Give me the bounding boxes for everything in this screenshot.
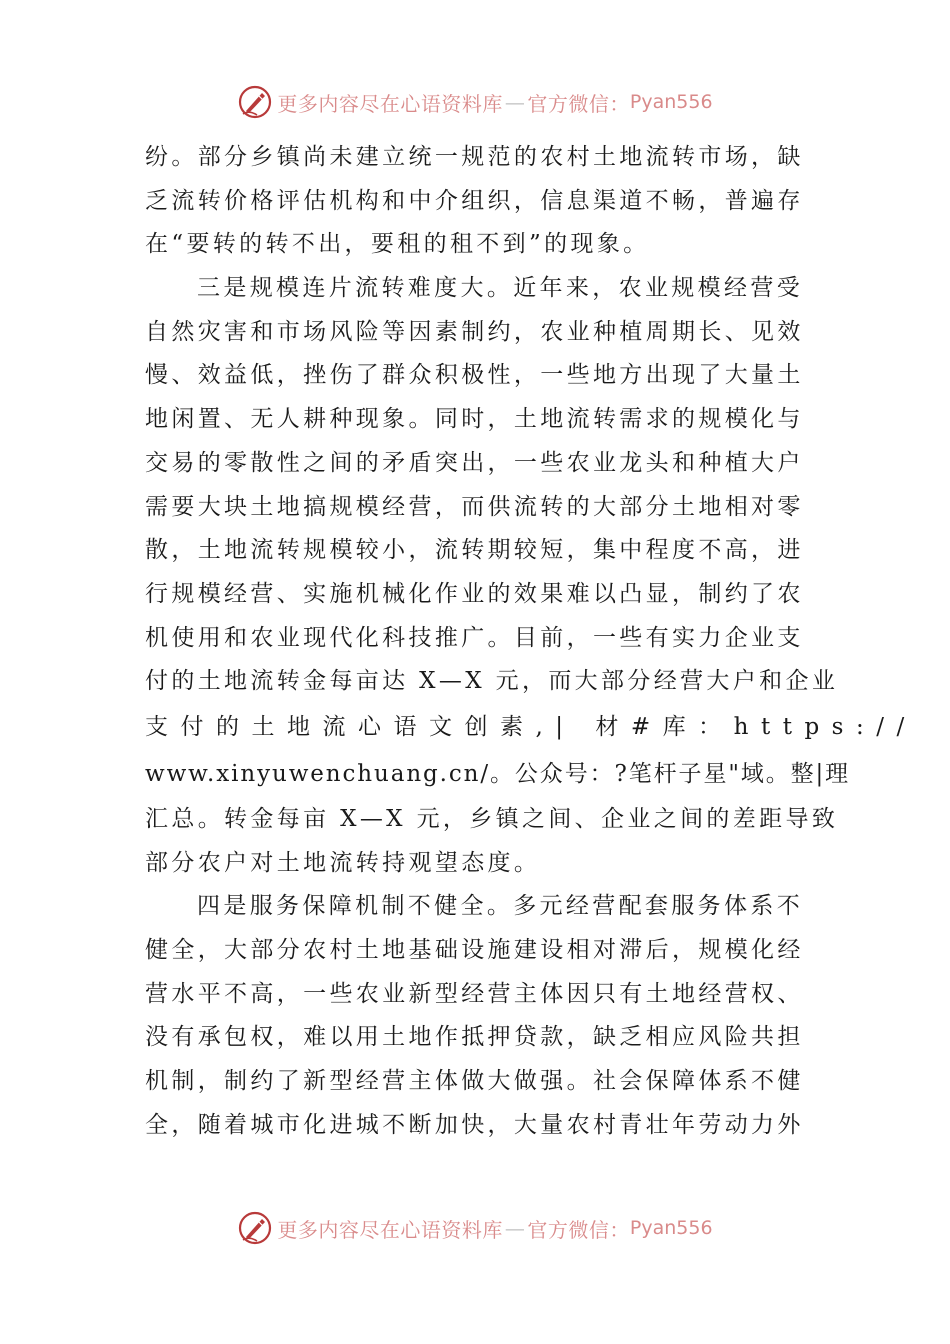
banner-dash: —: [504, 1216, 526, 1240]
document-body: [145, 136, 917, 1147]
banner-contact-label: 官方微信：: [527, 91, 630, 116]
text-line-url: www.xinyuwenchuang.cn/。公众号：?笔杆子星"域。整|理: [145, 760, 851, 787]
text-line: 慢、效益低，挫伤了群众积极性，一些地方出现了大量土: [145, 362, 804, 389]
banner-dash: —: [504, 90, 526, 114]
text-line: 自然灾害和市场风险等因素制约，农业种植周期长、见效: [145, 318, 804, 345]
banner-wechat-id: Pyan556: [629, 91, 713, 113]
text-line: 散，土地流转规模较小，流转期较短，集中程度不高，进: [145, 537, 804, 564]
header-banner: [0, 82, 950, 122]
text-line-watermark: 支付的土地流心语文创素,| 材#库：https://: [145, 713, 917, 740]
text-line: 没有承包权，难以用土地作抵押贷款，缺乏相应风险共担: [145, 1024, 804, 1051]
text-line: 纷。部分乡镇尚未建立统一规范的农村土地流转市场，缺: [145, 144, 804, 170]
text-line: 需要大块土地搞规模经营，而供流转的大部分土地相对零: [145, 493, 804, 520]
text-line: 汇总。转金每亩 X—X 元，乡镇之间、企业之间的差距导致: [145, 805, 839, 832]
paragraph-start: 四是服务保障机制不健全。多元经营配套服务体系不: [197, 893, 804, 920]
text-line: 行规模经营、实施机械化作业的效果难以凸显，制约了农: [145, 580, 804, 607]
text-line: 部分农户对土地流转持观望态度。: [145, 849, 541, 876]
text-line: 付的土地流转金每亩达 X—X 元，而大部分经营大户和企业: [145, 668, 839, 695]
banner-title: 更多内容尽在心语资料库: [277, 1217, 503, 1242]
text-line: 在“要转的转不出，要租的租不到”的现象。: [145, 231, 650, 258]
text-line: 交易的零散性之间的矛盾突出，一些农业龙头和种植大户: [145, 449, 804, 476]
banner-wechat-id: Pyan556: [629, 1217, 713, 1239]
text-line: 健全，大部分农村土地基础设施建设相对滞后，规模化经: [145, 937, 804, 963]
text-line: 地闲置、无人耕种现象。同时，土地流转需求的规模化与: [145, 406, 804, 433]
footer-banner: [0, 1208, 950, 1248]
quill-pen-icon: [237, 84, 273, 120]
text-line: 乏流转价格评估机构和中介组织，信息渠道不畅，普遍存: [145, 187, 804, 214]
text-line: 全，随着城市化进城不断加快，大量农村青壮年劳动力外: [145, 1111, 804, 1138]
quill-pen-icon: [237, 1210, 273, 1246]
text-line: 营水平不高，一些农业新型经营主体因只有土地经营权、: [145, 980, 804, 1007]
paragraph-start: 三是规模连片流转难度大。近年来，农业规模经营受: [197, 275, 804, 302]
banner-title: 更多内容尽在心语资料库: [277, 91, 503, 116]
text-line: 机制，制约了新型经营主体做大做强。社会保障体系不健: [145, 1068, 804, 1095]
banner-contact-label: 官方微信：: [527, 1217, 630, 1242]
text-line: 机使用和农业现代化科技推广。目前，一些有实力企业支: [145, 624, 804, 651]
